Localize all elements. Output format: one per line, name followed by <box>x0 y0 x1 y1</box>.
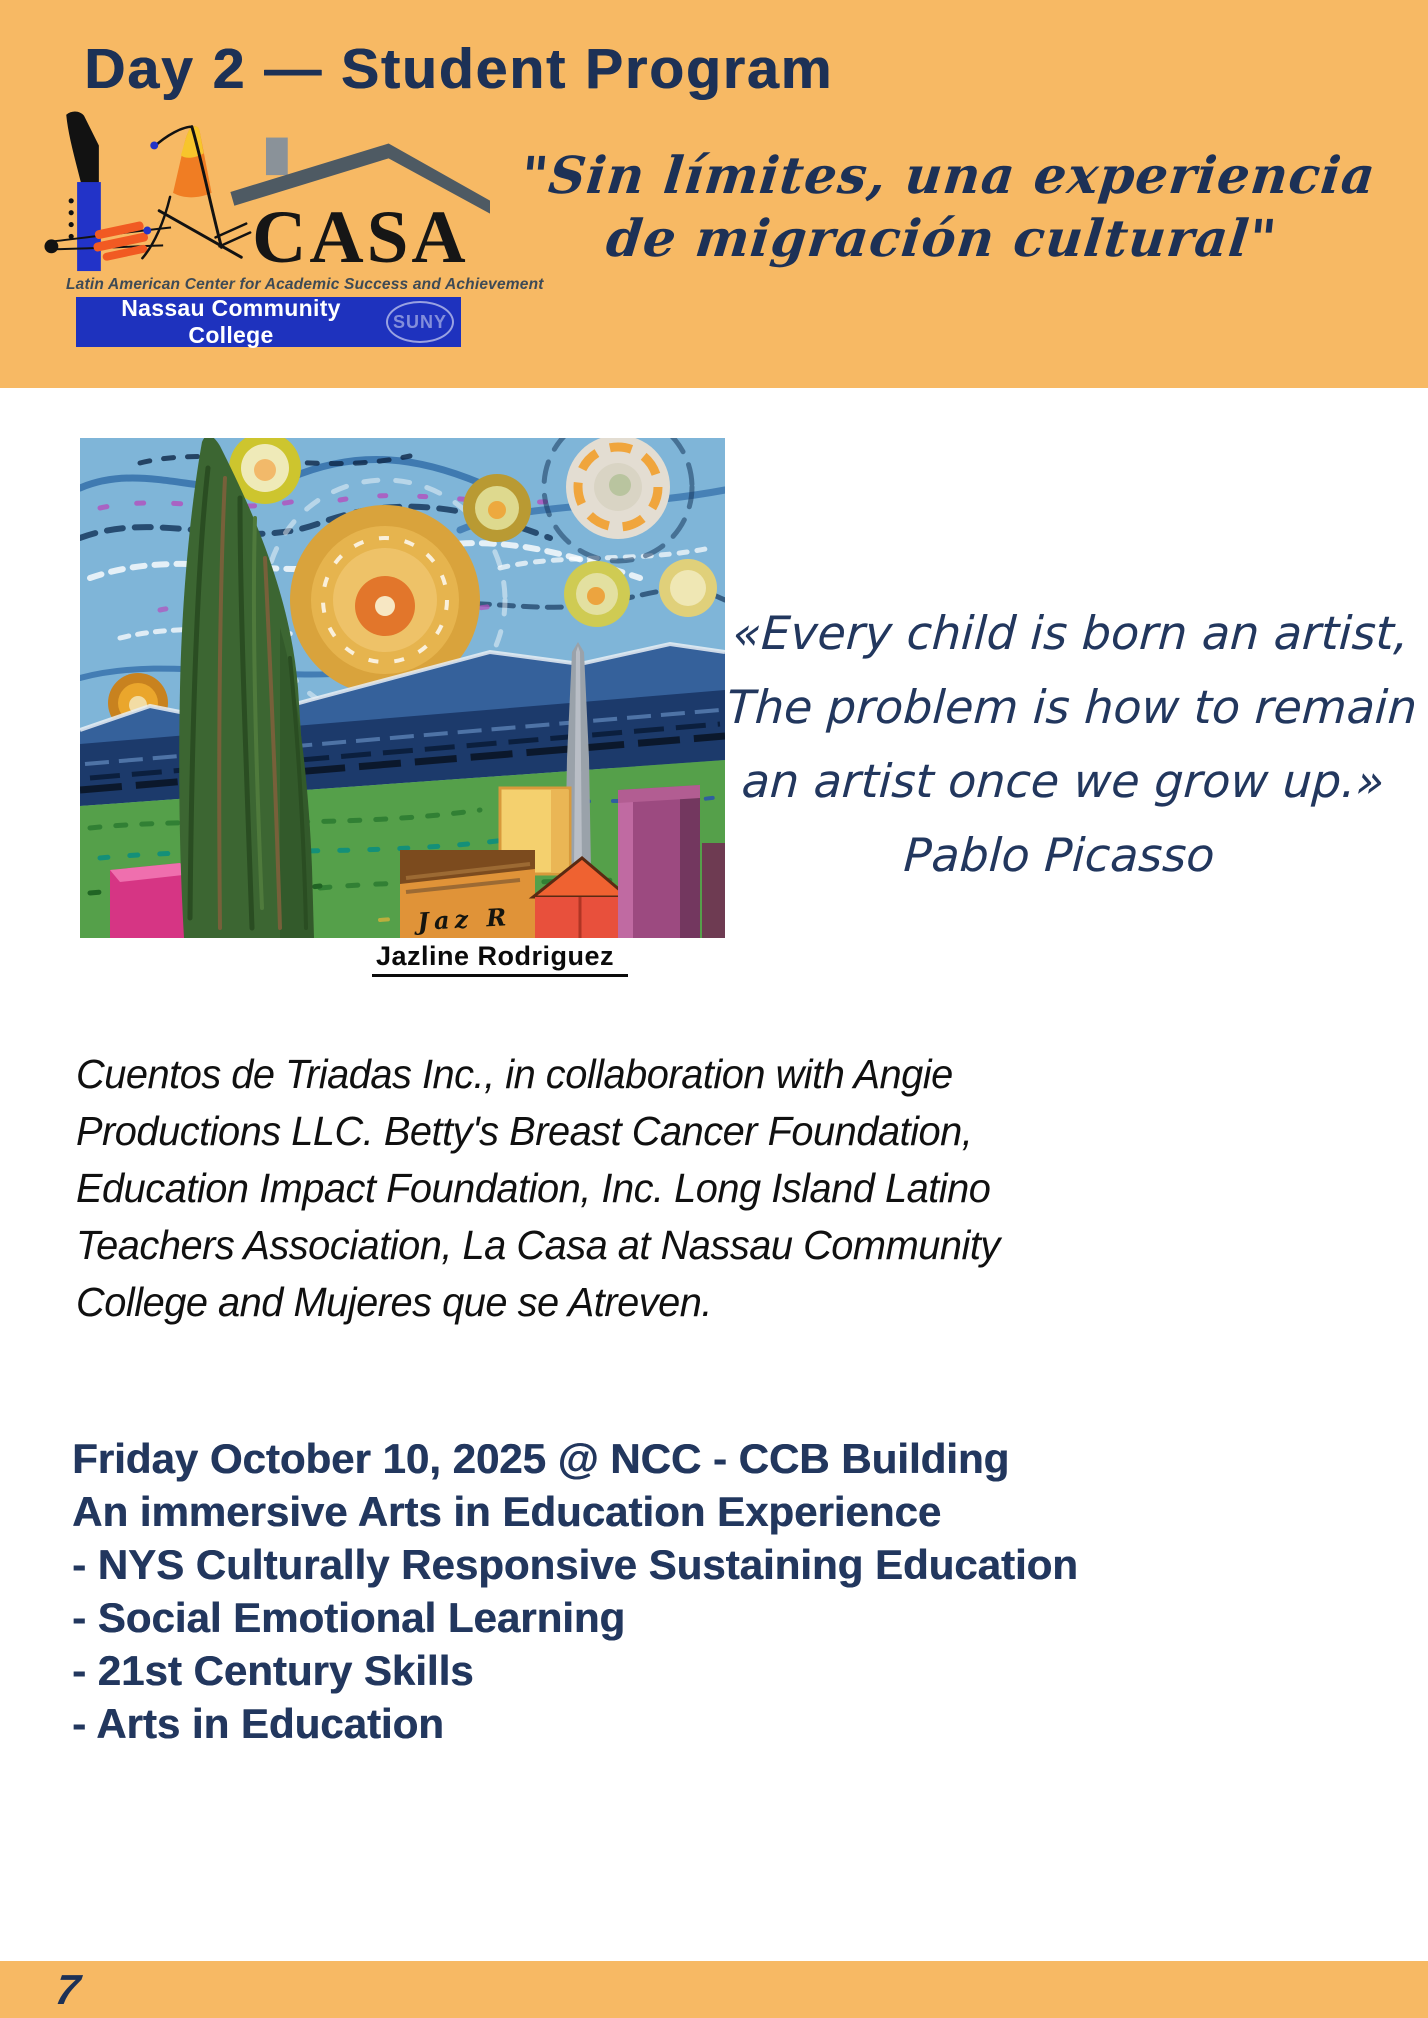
header-quote-line1: "Sin límites, una experiencia <box>518 146 1379 206</box>
header-quote-line2: de migración cultural" <box>603 209 1280 269</box>
logo-dot-column <box>69 198 74 239</box>
picasso-quote: «Every child is born an artist, The problem is how to remain an artist once we grow up.» Pablo Picasso <box>725 606 1419 882</box>
event-details: Friday October 10, 2025 @ NCC - CCB Building An immersive Arts in Education Experience - NYS Culturally Responsive Sustaining Education - Social Emotional Learning - 21st Century Skills - Arts in Education <box>72 1435 1078 1747</box>
header-script-quote <box>463 145 1426 271</box>
collaboration-paragraph: Cuentos de Triadas Inc., in collaboration with Angie Productions LLC. Betty's Breast Cancer Foundation, Education Impact Foundation, Inc. Long Island Latino Teachers Association, La Casa at Nassau Community College and Mujeres que se Atreven. <box>76 1051 1000 1325</box>
logo-chimney <box>266 138 288 176</box>
logo-casa-text: CASA <box>252 196 469 276</box>
logo-subtitle: Latin American Center for Academic Success and Achievement <box>66 276 544 293</box>
college-bar <box>76 297 461 347</box>
artwork-signature: Jaz R <box>416 902 513 936</box>
logo-l-shape <box>66 112 99 187</box>
suny-text: SUNY <box>392 311 447 332</box>
logo-blue-dot-mid <box>143 227 151 235</box>
page-number: 7 <box>52 1966 83 2013</box>
page-title: Day 2 — Student Program <box>84 37 834 101</box>
artwork-credit: Jazline Rodriguez <box>372 941 628 977</box>
student-artwork-painting <box>80 438 725 938</box>
suny-logo <box>386 301 454 343</box>
header-band <box>0 0 1428 388</box>
footer-band <box>0 1961 1428 2018</box>
logo-blue-dot-top <box>150 142 158 150</box>
logo-blue-column <box>77 182 101 271</box>
college-name: Nassau Community College <box>121 295 341 348</box>
lacasa-logo <box>40 98 490 276</box>
